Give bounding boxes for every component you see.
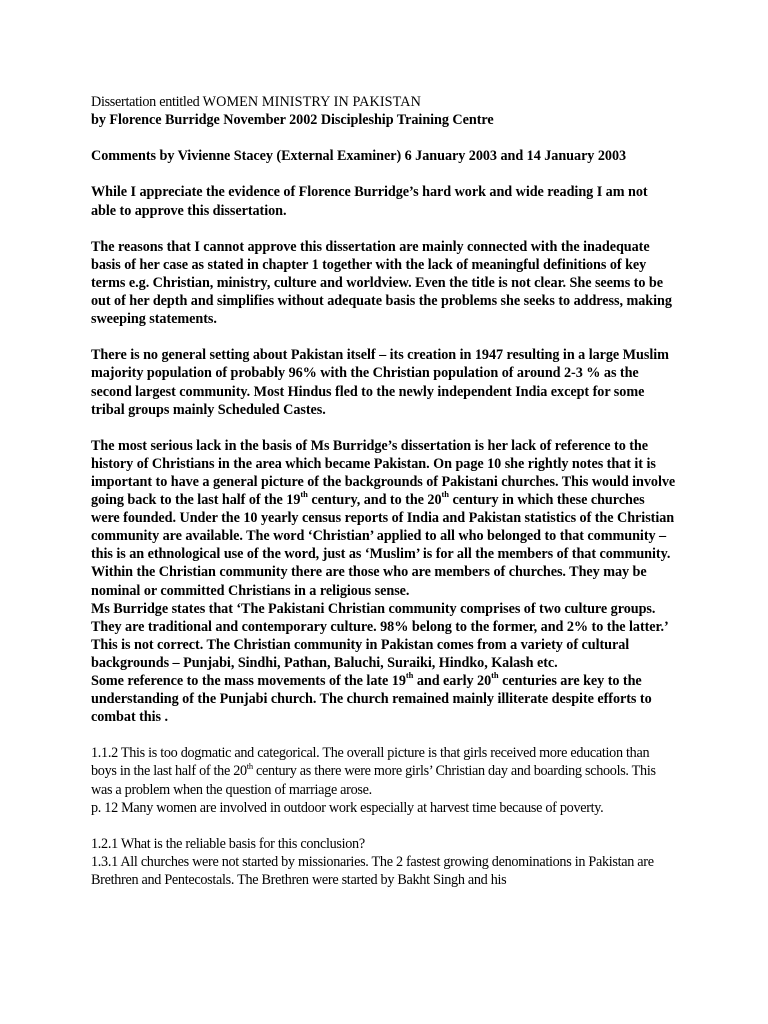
text-segment: century, and to the 20: [307, 492, 442, 509]
superscript: th: [246, 760, 253, 771]
text-segment: The most serious lack in the basis of Ms Burridge’s dissertation is her lack of reference to the history of Christians in the area which became Pakistan. On page 10 she rightly notes that it is important to have a general picture of the backgrounds of Pakistani churches. This would involve going back to the last half of the 19: [91, 437, 676, 509]
text-segment: Some reference to the mass movements of the late 19: [91, 673, 406, 689]
note-1-3-1: 1.3.1 All churches were not started by missionaries. The 2 fastest growing denominations in Pakistan are Brethren and Pentecostals. The Brethren were started by Bakht Singh and his: [91, 853, 654, 889]
note-1-2-1: 1.2.1 What is the reliable basis for this conclusion?: [91, 835, 365, 852]
paragraph-history-lack: [91, 437, 676, 600]
paragraph-culture-groups: Ms Burridge states that ‘The Pakistani Christian community comprises of two culture groups. They are traditional and contemporary culture. 98% belong to the former, and 2% to the latter.’ This is not correct. The Christian community in Pakistan comes from a variety of cultural backgrounds – Punjabi, Sindhi, Pathan, Baluchi, Suraiki, Hindko, Kalash etc.: [91, 600, 668, 671]
spacer: [91, 817, 676, 835]
spacer: [91, 328, 676, 346]
comments-heading: Comments by Vivienne Stacey (External Examiner) 6 January 2003 and 14 January 2003: [91, 148, 627, 165]
text-segment: 1.1.2 This is too dogmatic and categorical. The overall picture is that girls received more education than boys in the last half of the 20: [91, 745, 650, 780]
spacer: [91, 726, 676, 744]
paragraph-appreciation: While I appreciate the evidence of Florence Burridge’s hard work and wide reading I am not able to approve this dissertation.: [91, 184, 648, 219]
superscript: th: [491, 670, 499, 681]
spacer: [91, 129, 676, 147]
text-segment: century in which these churches were founded. Under the 10 yearly census reports of India and Pakistan statistics of the Christian community are available. The word ‘Christian’ applied to all who belonged to that community – this is an ethnological use of the word, just as ‘Muslim’ is for all the members of that community. Within the Christian community there are those who are members of churches. They may be nominal or committed Christians in a religious sense.: [91, 492, 675, 599]
paragraph-pakistan-setting: There is no general setting about Pakistan itself – its creation in 1947 resulting in a large Muslim majority population of probably 96% with the Christian population of around 2-3 % as the second largest community. Most Hindus fled to the newly independent India except for some tribal groups mainly Scheduled Castes.: [91, 347, 669, 418]
byline: by Florence Burridge November 2002 Discipleship Training Centre: [91, 112, 494, 129]
title-prefix: Dissertation entitled: [91, 94, 203, 110]
spacer: [91, 220, 676, 238]
text-segment: century as there were more girls’ Christian day and boarding schools. This was a problem when the question of marriage arose.: [91, 763, 656, 798]
note-page-12: p. 12 Many women are involved in outdoor work especially at harvest time because of poverty.: [91, 799, 604, 816]
dissertation-title: WOMEN MINISTRY IN PAKISTAN: [202, 94, 421, 110]
paragraph-mass-movements: [91, 672, 676, 726]
superscript: th: [405, 670, 414, 681]
superscript: th: [441, 489, 449, 500]
paragraph-reasons: The reasons that I cannot approve this dissertation are mainly connected with the inadequate basis of her case as stated in chapter 1 together with the lack of meaningful definitions of key terms e.g. Christian, ministry, culture and worldview. Even the title is not clear. She seems to be out of her depth and simplifies without adequate basis the problems she seeks to address, making sweeping statements.: [91, 238, 672, 328]
dissertation-title-line: [91, 93, 676, 111]
superscript: th: [300, 489, 308, 500]
text-segment: and early 20: [413, 673, 492, 689]
text-segment: centuries are key to the understanding of the Punjabi church. The church remained mainly illiterate despite efforts to combat this .: [91, 673, 652, 726]
note-1-1-2: [91, 744, 676, 798]
document-body: [91, 93, 676, 889]
spacer: [91, 165, 676, 183]
spacer: [91, 419, 676, 437]
